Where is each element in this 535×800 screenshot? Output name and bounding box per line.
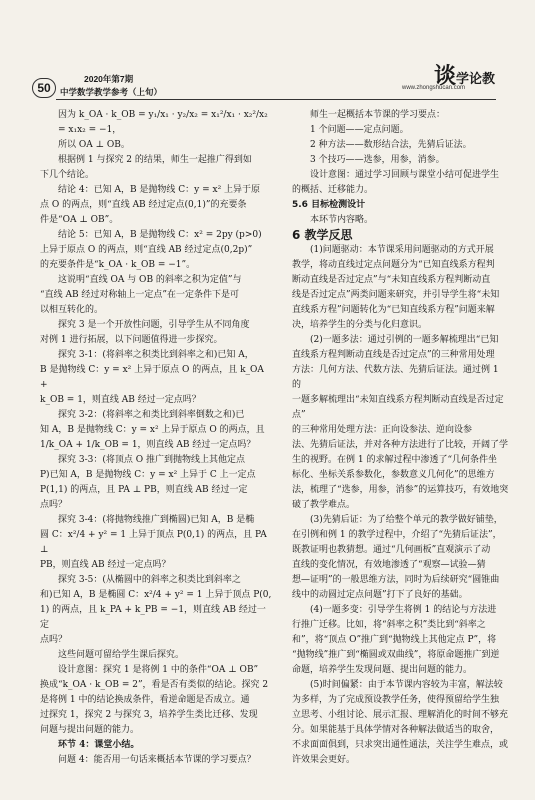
paragraph-line: 的充要条件是“k_OA · k_OB = −1”。 bbox=[40, 260, 196, 270]
paragraph-line: 探究 3-2：(将斜率之和类比到斜率倒数之和)已 bbox=[58, 410, 245, 420]
subsection-heading: 5.6 目标检测设计 bbox=[292, 200, 366, 210]
paragraph-line: 命题，培养学生发现问题、提出问题的能力。 bbox=[292, 665, 473, 675]
paragraph-line: 为多样，为了完成预设教学任务，使得预留给学生独 bbox=[292, 695, 500, 705]
paragraph-line: 问题 4：能否用一句话来概括本节课的学习要点？ bbox=[58, 755, 256, 765]
journal-name: 中学数学教学参考（上旬） bbox=[60, 87, 163, 97]
paragraph-line: (1)问题驱动：本节课采用问题驱动的方式开展 bbox=[310, 245, 494, 255]
paragraph-line: 结论 5：已知 A，B 是抛物线 C：x² = 2py (p>0) bbox=[58, 230, 262, 240]
paragraph-line: B 是抛物线 C：y = x² 上异于原点 O 的两点，且 k_OA + bbox=[40, 365, 264, 390]
paragraph-line: 直线的变化情况，有效地渗透了“观察—试验—猜 bbox=[292, 560, 486, 570]
paragraph-line: 过探究 1，探究 2 与探究 3，培养学生类比迁移、发现 bbox=[40, 710, 258, 720]
paragraph-line: 下几个结论。 bbox=[40, 170, 95, 180]
paragraph-line: 换成“k_OA · k_OB = 2”，看是否有类似的结论。探究 2 bbox=[40, 680, 269, 690]
paragraph-line: 上异于原点 O 的两点，则“直线 AB 经过定点(0,2p)” bbox=[40, 245, 253, 255]
paragraph-line: 既教证明也教猜想。通过“几何画板”直观演示了动 bbox=[292, 545, 491, 555]
paragraph-line: (5)时间偏紧：由于本节课内容较为丰富，解法较 bbox=[310, 680, 503, 690]
paragraph-line: 1/k_OA + 1/k_OB = 1，则直线 AB 经过一定点吗？ bbox=[40, 440, 256, 450]
paragraph-line: 探究 3-3：(将顶点 O 推广到抛物线上其他定点 bbox=[58, 455, 245, 465]
paragraph-line: 师生一起概括本节课的学习要点： bbox=[310, 110, 446, 120]
paragraph-line: 本环节内容略。 bbox=[310, 215, 374, 225]
paragraph-line: 和”，将“顶点 O”推广到“抛物线上其他定点 P”，将 bbox=[292, 635, 497, 645]
paragraph-line: 2 种方法——数形结合法，先猜后证法。 bbox=[310, 140, 472, 150]
paragraph-line: 设计意图：探究 1 是将例 1 中的条件“OA ⊥ OB” bbox=[58, 665, 259, 675]
paragraph-line: 一题多解梳理出“未知直线系方程判断动直线是否过定点” bbox=[292, 395, 504, 420]
paragraph-line: 知 A，B 是抛物线 C：y = x² 上异于原点 O 的两点，且 bbox=[40, 425, 265, 435]
paragraph-line: 行推广迁移。比如，将“斜率之积”类比到“斜率之 bbox=[292, 620, 486, 630]
paragraph-line: (4)一题多变：引导学生将例 1 的结论与方法进 bbox=[310, 605, 497, 615]
page-number: 50 bbox=[32, 78, 56, 98]
paragraph-line: 生的视野。在例 1 的求解过程中渗透了“几何条件坐 bbox=[292, 455, 498, 465]
right-column bbox=[292, 108, 510, 768]
issue-label: 2020年第7期 bbox=[84, 74, 134, 84]
paragraph-line: 决，培养学生的分类与化归意识。 bbox=[292, 320, 428, 330]
paragraph-line: 探究 3 是一个开放性问题，引导学生从不同角度 bbox=[58, 320, 250, 330]
paragraph-line: 破了教学难点。 bbox=[292, 500, 356, 510]
paragraph-line: 法，梳理了“选参，用参，消参”的运算技巧，有效地突 bbox=[292, 485, 509, 495]
brand-glyph: 谈 bbox=[434, 64, 457, 89]
paragraph-line: 对例 1 进行拓展，以下问题值得进一步探究。 bbox=[40, 335, 223, 345]
paragraph-line: “抛物线”推广到“椭圆或双曲线”，将原命题推广到逆 bbox=[292, 650, 500, 660]
paragraph-line: 和)已知 A，B 是椭圆 C：x²/4 + y² = 1 上异于顶点 P(0, bbox=[40, 590, 272, 600]
paragraph-line: 问题与提出问题的能力。 bbox=[40, 725, 140, 735]
paragraph-line: 这说明“直线 OA 与 OB 的斜率之积为定值”与 bbox=[58, 275, 242, 285]
paragraph-line: 点 O 的两点，则“直线 AB 经过定点(0,1)”的充要条 bbox=[40, 200, 247, 210]
paragraph-line: 立思考、小组讨论、展示汇报、理解消化的时间不够充 bbox=[292, 710, 509, 720]
paragraph-line: 以相互转化的。 bbox=[40, 305, 104, 315]
paragraph-line: 1 个问题——定点问题。 bbox=[310, 125, 409, 135]
paragraph-line: 教学，将动直线过定点问题分为“已知直线系方程判 bbox=[292, 260, 495, 270]
paragraph-line: 标化、坐标关系参数化，参数意义几何化”的思维方 bbox=[292, 470, 495, 480]
paragraph-line: 所以 OA ⊥ OB。 bbox=[58, 140, 130, 150]
paragraph-line: 探究 3-4：(将抛物线推广到椭圆)已知 A，B 是椭 bbox=[58, 515, 255, 525]
paragraph-line: PB，则直线 AB 经过一定点吗？ bbox=[40, 560, 171, 570]
paragraph-line: 在引例和例 1 的教学过程中，介绍了“先猜后证法”， bbox=[292, 530, 502, 540]
paragraph-line: 方法：几何方法、代数方法、先猜后证法。通过例 1 的 bbox=[292, 365, 499, 390]
header-rule bbox=[56, 99, 496, 100]
paragraph-line: 直线系方程”问题转化为“已知直线系方程”问题来解 bbox=[292, 305, 495, 315]
paragraph-line: 因为 k_OA · k_OB = y₁/x₁ · y₂/x₂ = x₁²/x₁ · x₂²/x₂ = x₁x₂ = −1， bbox=[58, 110, 268, 135]
paragraph-line: 直线系方程判断动直线是否过定点”的三种常用处理 bbox=[292, 350, 495, 360]
paragraph-line: 探究 3-5：(从椭圆中的斜率之积类比到斜率之 bbox=[58, 575, 241, 585]
paragraph-line: P)已知 A，B 是抛物线 C：y = x² 上异于 C 上一定点 bbox=[40, 470, 256, 480]
paragraph-line: 这些问题可留给学生课后探究。 bbox=[58, 650, 185, 660]
paragraph-line: P(1,1) 的两点，且 PA ⊥ PB，则直线 AB 经过一定 bbox=[40, 485, 248, 495]
paragraph-line: 点吗？ bbox=[40, 500, 68, 510]
paragraph-line: 探究 3-1：(将斜率之积类比到斜率之和)已知 A， bbox=[58, 350, 254, 360]
paragraph-line: k_OB = 1，则直线 AB 经过一定点吗？ bbox=[40, 395, 201, 405]
section-heading: 6 教学反思 bbox=[292, 228, 353, 242]
paragraph-line: 断动直线是否过定点”与“未知直线系方程判断动直 bbox=[292, 275, 491, 285]
paragraph-line: 点吗？ bbox=[40, 635, 68, 645]
paragraph-line: 的概括、迁移能力。 bbox=[292, 185, 374, 195]
paragraph-line: (3)先猜后证：为了给整个单元的教学做好铺垫， bbox=[310, 515, 503, 525]
paragraph-line: 不求面面俱到，只求突出通性通法，关注学生难点，或 bbox=[292, 740, 509, 750]
journal-url: www.zhongshucan.com bbox=[402, 85, 466, 91]
paragraph-line: 法、先猜后证法，并对各种方法进行了比较，开阔了学 bbox=[292, 440, 509, 450]
paragraph-line: “直线 AB 经过对称轴上一定点”在一定条件下是可 bbox=[40, 290, 240, 300]
paragraph-line: 的三种常用处理方法：正向设参法、逆向设参 bbox=[292, 425, 473, 435]
paragraph-line: 根据例 1 与探究 2 的结果，师生一起推广得到如 bbox=[58, 155, 252, 165]
paragraph-line: 线中的动圆过定点问题”打下了良好的基础。 bbox=[292, 590, 468, 600]
paragraph-line: 圆 C：x²/4 + y² = 1 上异于顶点 P(0,1) 的两点，且 PA ⊥ bbox=[40, 530, 267, 555]
paragraph-line: 线是否过定点”两类问题来研究，并引导学生将“未知 bbox=[292, 290, 500, 300]
section-step-heading: 环节 4：课堂小结。 bbox=[58, 740, 140, 750]
paragraph-line: 是将例 1 中的结论换成条件，看逆命题是否成立。通 bbox=[40, 695, 250, 705]
paragraph-line: 设计意图：通过学习回顾与课堂小结可促进学生 bbox=[310, 170, 500, 180]
paragraph-line: 许效果会更好。 bbox=[292, 755, 356, 765]
paragraph-line: 结论 4：已知 A，B 是抛物线 C：y = x² 上异于原 bbox=[58, 185, 261, 195]
paragraph-line: 件是“OA ⊥ OB”。 bbox=[40, 215, 119, 225]
paragraph-line: 分。如果能基于具体学情对各种解法做适当的取舍， bbox=[292, 725, 500, 735]
paragraph-line: 1) 的两点，且 k_PA + k_PB = −1，则直线 AB 经过一定 bbox=[40, 605, 266, 630]
brand-name: 学论教 bbox=[456, 72, 496, 87]
paragraph-line: 3 个技巧——选参，用参，消参。 bbox=[310, 155, 445, 165]
paragraph-line: 想—证明”的一般思维方法，同时为后续研究“圆锥曲 bbox=[292, 575, 500, 585]
paragraph-line: (2)一题多法：通过引例的一题多解梳理出“已知 bbox=[310, 335, 499, 345]
left-column bbox=[40, 108, 272, 768]
column-brand bbox=[434, 66, 495, 88]
